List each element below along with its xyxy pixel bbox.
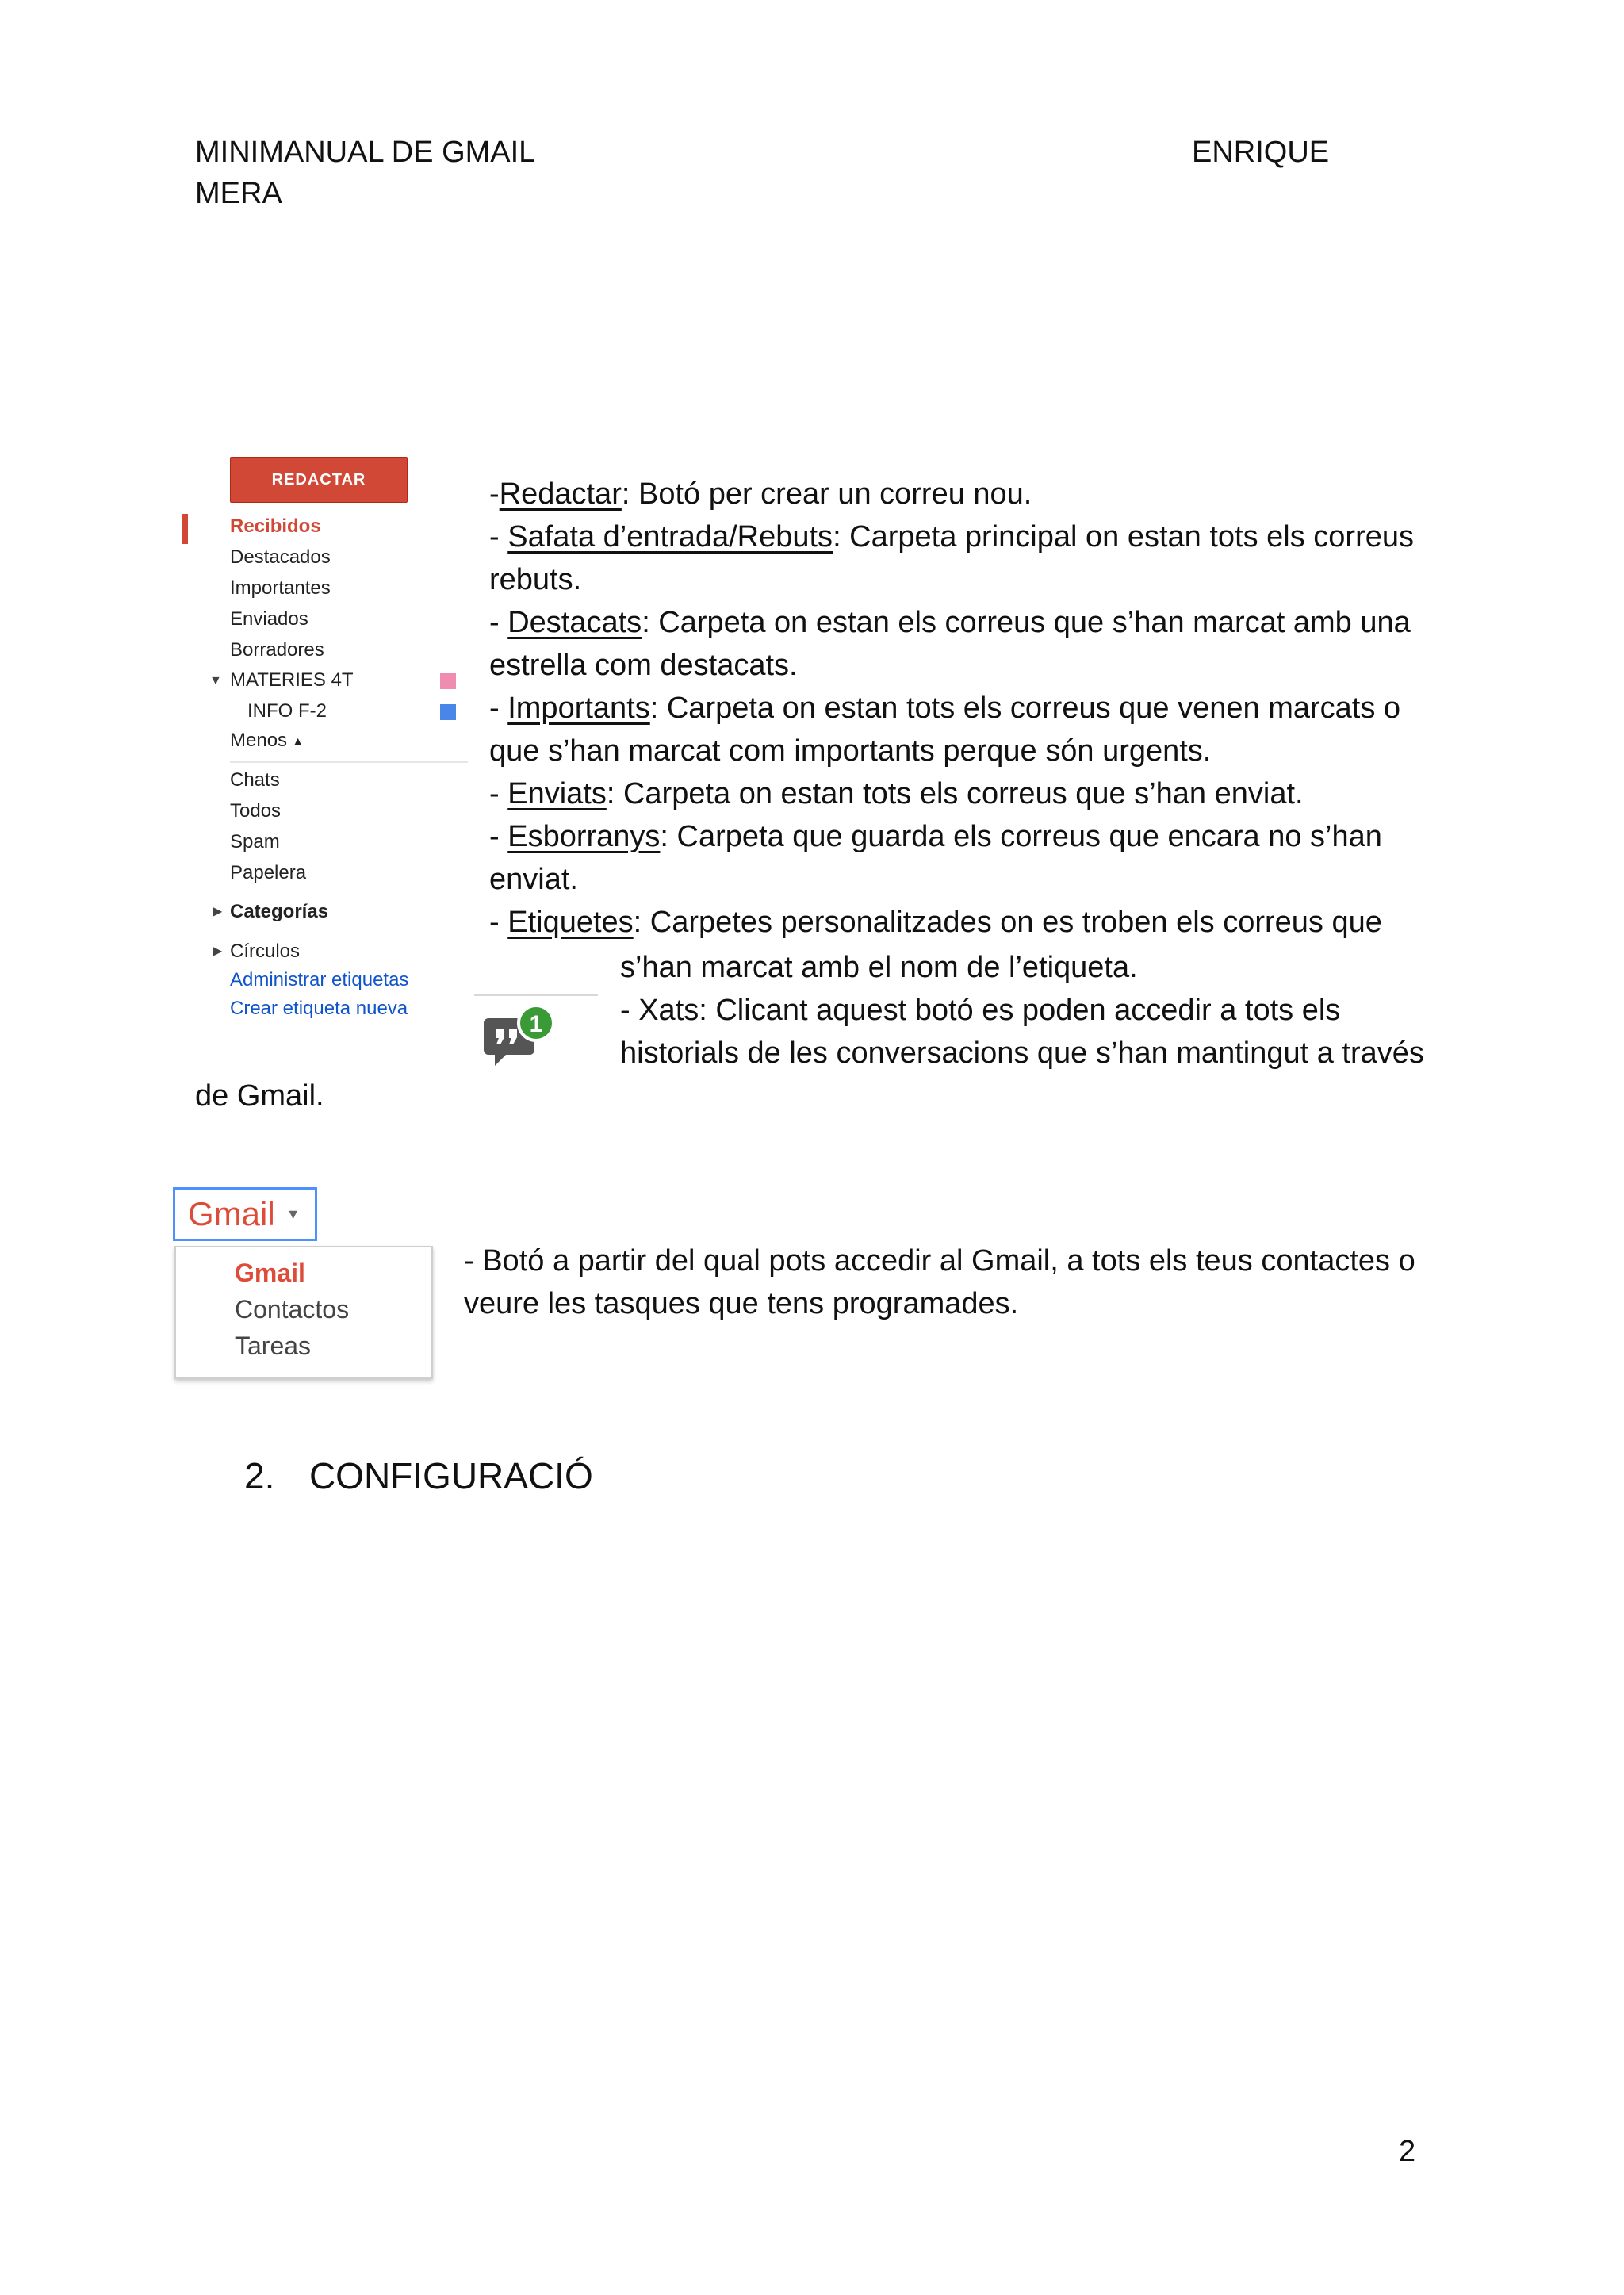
- less-label: Menos: [230, 730, 288, 751]
- sidebar-item-circles[interactable]: Círculos: [230, 941, 301, 962]
- sidebar-divider: [230, 761, 468, 763]
- desc-enviats: - Enviats: Carpeta on estan tots els correus que s’han enviat.: [489, 777, 1304, 810]
- expand-right-icon[interactable]: ▶: [213, 944, 223, 958]
- sidebar-item-inbox[interactable]: Recibidos: [230, 515, 321, 537]
- desc-safata: - Safata d’entrada/Rebuts: Carpeta principal on estan tots els correus: [489, 520, 1414, 554]
- desc-xats-line3: de Gmail.: [195, 1079, 324, 1113]
- chat-badge-count: 1: [529, 1011, 543, 1037]
- gmail-switcher-screenshot: [173, 1187, 442, 1385]
- term-esborranys: Esborranys: [508, 820, 661, 853]
- sidebar-item-chats[interactable]: Chats: [230, 769, 280, 791]
- gmail-sidebar-screenshot: [182, 457, 468, 1028]
- hangouts-icon: [474, 994, 598, 1090]
- desc-safata-cont: rebuts.: [489, 563, 582, 596]
- desc-xats-line1: - Xats: Clicant aquest botó es poden accedir a tots els: [620, 994, 1341, 1027]
- gmail-switcher-menu: [174, 1246, 433, 1379]
- chat-icon-box[interactable]: [474, 994, 598, 1090]
- manage-labels-link[interactable]: Administrar etiquetas: [230, 969, 409, 990]
- sidebar-item-categories[interactable]: Categorías: [230, 901, 329, 922]
- desc-etiquetes: - Etiquetes: Carpetes personalitzades on es troben els correus que: [489, 906, 1382, 939]
- sidebar-item-label-group[interactable]: MATERIES 4T: [230, 669, 354, 691]
- gmail-switcher-label: Gmail: [188, 1195, 275, 1232]
- expand-right-icon[interactable]: ▶: [213, 905, 223, 918]
- term-importants: Importants: [508, 692, 650, 725]
- active-indicator: [182, 514, 188, 544]
- sidebar-item-important[interactable]: Importantes: [230, 577, 331, 599]
- caret-up-icon: ▲: [292, 734, 304, 747]
- sidebar-item-all[interactable]: Todos: [230, 800, 282, 822]
- term-destacats: Destacats: [508, 606, 642, 639]
- section-number: 2.: [244, 1455, 275, 1496]
- sidebar-item-trash[interactable]: Papelera: [230, 862, 307, 883]
- compose-button[interactable]: REDACTAR: [230, 457, 408, 503]
- gmail-switcher-button[interactable]: [173, 1187, 317, 1241]
- page-number: 2: [1399, 2135, 1416, 2168]
- desc-esborranys: - Esborranys: Carpeta que guarda els correus que encara no s’han: [489, 820, 1382, 853]
- sidebar-item-less[interactable]: [230, 730, 304, 752]
- description-list: [489, 473, 1441, 944]
- term-enviats: Enviats: [508, 777, 607, 810]
- label-color-blue: [440, 704, 456, 720]
- desc-importants-cont: que s’han marcat com importants perque són urgents.: [489, 734, 1212, 768]
- doc-header-continuation: MERA: [195, 177, 282, 210]
- desc-destacats-cont: estrella com destacats.: [489, 649, 798, 682]
- section-heading: [244, 1454, 593, 1497]
- sidebar-item-sent[interactable]: Enviados: [230, 608, 308, 630]
- desc-destacats: - Destacats: Carpeta on estan els correus que s’han marcat amb una: [489, 606, 1411, 639]
- term-safata: Safata d’entrada/Rebuts: [508, 520, 833, 554]
- sidebar-item-starred[interactable]: Destacados: [230, 546, 331, 568]
- doc-header-left: MINIMANUAL DE GMAIL: [195, 136, 536, 169]
- expand-down-icon[interactable]: ▼: [209, 674, 222, 688]
- chevron-down-icon: ▼: [285, 1205, 301, 1222]
- switcher-desc-line2: veure les tasques que tens programades.: [464, 1287, 1019, 1320]
- sidebar-item-drafts[interactable]: Borradores: [230, 639, 324, 661]
- menu-item-gmail[interactable]: Gmail: [235, 1259, 305, 1287]
- section-title: CONFIGURACIÓ: [308, 1455, 593, 1496]
- sidebar-item-label-child[interactable]: INFO F-2: [247, 700, 327, 722]
- term-etiquetes: Etiquetes: [508, 906, 634, 939]
- desc-redactar: -Redactar: Botó per crear un correu nou.: [489, 477, 1032, 511]
- desc-etiquetes-cont: s’han marcat amb el nom de l’etiqueta.: [620, 951, 1138, 984]
- sidebar-item-spam[interactable]: Spam: [230, 831, 280, 852]
- menu-item-tasks[interactable]: Tareas: [235, 1331, 312, 1360]
- term-redactar: Redactar: [499, 477, 622, 511]
- switcher-desc-line1: - Botó a partir del qual pots accedir al Gmail, a tots els teus contactes o: [464, 1244, 1415, 1278]
- menu-item-contacts[interactable]: Contactos: [235, 1295, 350, 1324]
- label-color-pink: [440, 673, 456, 689]
- desc-importants: - Importants: Carpeta on estan tots els correus que venen marcats o: [489, 692, 1401, 725]
- desc-esborranys-cont: enviat.: [489, 863, 578, 896]
- create-label-link[interactable]: Crear etiqueta nueva: [230, 998, 408, 1019]
- doc-header-right: ENRIQUE: [1192, 136, 1330, 169]
- desc-xats-line2: historials de les conversacions que s’han mantingut a través: [620, 1036, 1424, 1070]
